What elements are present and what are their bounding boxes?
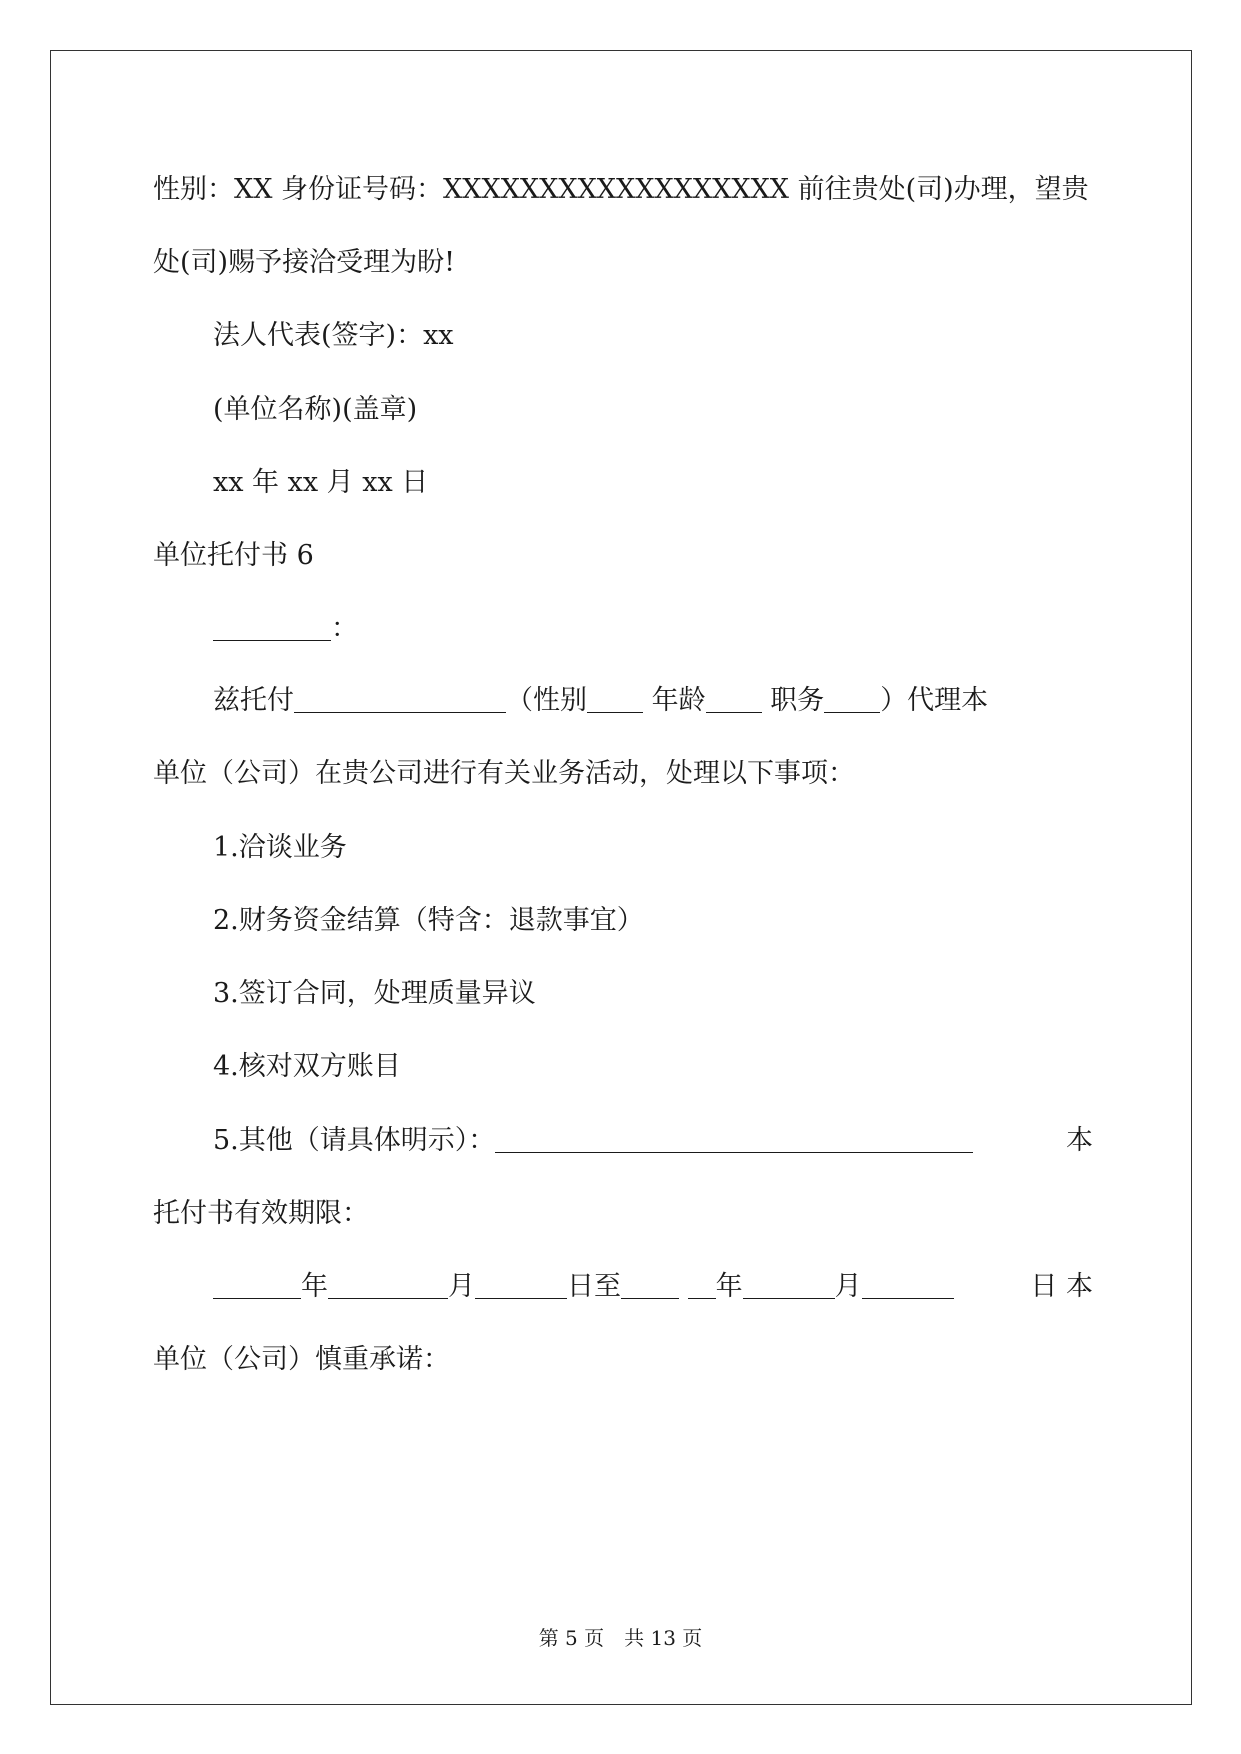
validity-dates: 年 月 日至 年 月 日 本 (213, 1269, 1093, 1305)
end-month-blank[interactable] (743, 1270, 835, 1299)
gender-blank[interactable] (587, 684, 643, 713)
start-year-blank[interactable] (213, 1270, 301, 1299)
start-day-blank[interactable] (475, 1270, 567, 1299)
text-line-1: 性别：XX 身份证号码：XXXXXXXXXXXXXXXXXX 前往贵处(司)办理，望贵 (153, 174, 1089, 205)
addressee-blank[interactable] (213, 612, 331, 641)
other-matters-blank[interactable] (495, 1124, 973, 1153)
date-line: xx 年 xx 月 xx 日 (213, 467, 429, 498)
text-line-2: 处(司)赐予接洽受理为盼! (153, 247, 455, 278)
item-3: 3.签订合同，处理质量异议 (213, 978, 536, 1009)
addressee-line: ： (213, 611, 1093, 647)
text-line-9: 单位（公司）在贵公司进行有关业务活动，处理以下事项： (153, 758, 855, 789)
section-heading: 单位托付书 6 (153, 540, 314, 571)
page-number-footer: 第 5 页 共 13 页 (538, 1626, 703, 1650)
item-4: 4.核对双方账目 (213, 1051, 401, 1082)
item-5: 5.其他（请具体明示）： 本 (213, 1125, 1093, 1156)
text-line-17: 单位（公司）慎重承诺： (153, 1344, 450, 1375)
item-2: 2.财务资金结算（特含：退款事宜） (213, 905, 644, 936)
unit-name-seal: (单位名称)(盖章) (213, 394, 418, 425)
end-day-blank[interactable] (862, 1270, 954, 1299)
item-1: 1.洽谈业务 (213, 832, 347, 863)
entrust-line: 兹托付 （性别 年龄 职务 ）代理本 (213, 685, 989, 716)
end-year-blank-a[interactable] (621, 1270, 679, 1299)
legal-rep-signature: 法人代表(签字)：xx (213, 320, 454, 351)
position-blank[interactable] (824, 684, 880, 713)
start-month-blank[interactable] (328, 1270, 448, 1299)
end-year-blank-b[interactable] (688, 1270, 716, 1299)
agent-name-blank[interactable] (294, 684, 506, 713)
age-blank[interactable] (706, 684, 762, 713)
page-border (50, 50, 1192, 1705)
validity-label: 托付书有效期限： (153, 1198, 369, 1229)
